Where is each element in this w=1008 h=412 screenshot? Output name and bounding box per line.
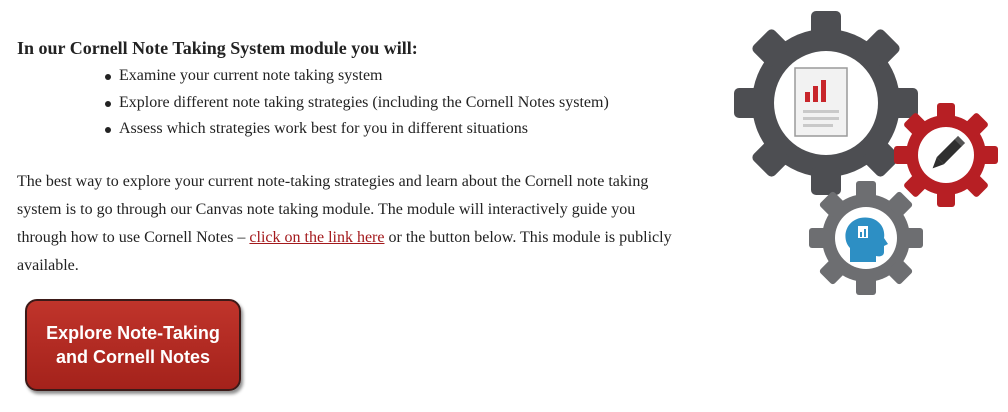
description-text: The best way to explore your current note-taking strategies and learn about the Cornell note taking system is to go through our Canvas note taking module. The module will interactively guide you through how to use Cornell Notes – [17, 173, 649, 246]
button-label [46, 321, 220, 369]
button-label-line2: and Cornell Notes [55, 347, 210, 367]
module-intro [17, 36, 697, 143]
objective-item: Examine your current note taking system [105, 63, 697, 90]
document-chart-icon [795, 68, 847, 136]
description-text-end: or the button below. This module is publicly available. [17, 229, 672, 274]
module-heading: In our Cornell Note Taking System module you will: [17, 38, 418, 58]
objectives-list [17, 63, 697, 143]
explore-note-taking-button[interactable] [25, 299, 241, 391]
objective-item: Explore different note taking strategies (including the Cornell Notes system) [105, 90, 697, 117]
objective-item: Assess which strategies work best for you in different situations [105, 116, 697, 143]
button-label-line1: Explore Note-Taking [46, 323, 220, 343]
module-description [17, 168, 687, 280]
gears-illustration [725, 10, 1000, 300]
module-link[interactable]: click on the link here [249, 229, 385, 246]
